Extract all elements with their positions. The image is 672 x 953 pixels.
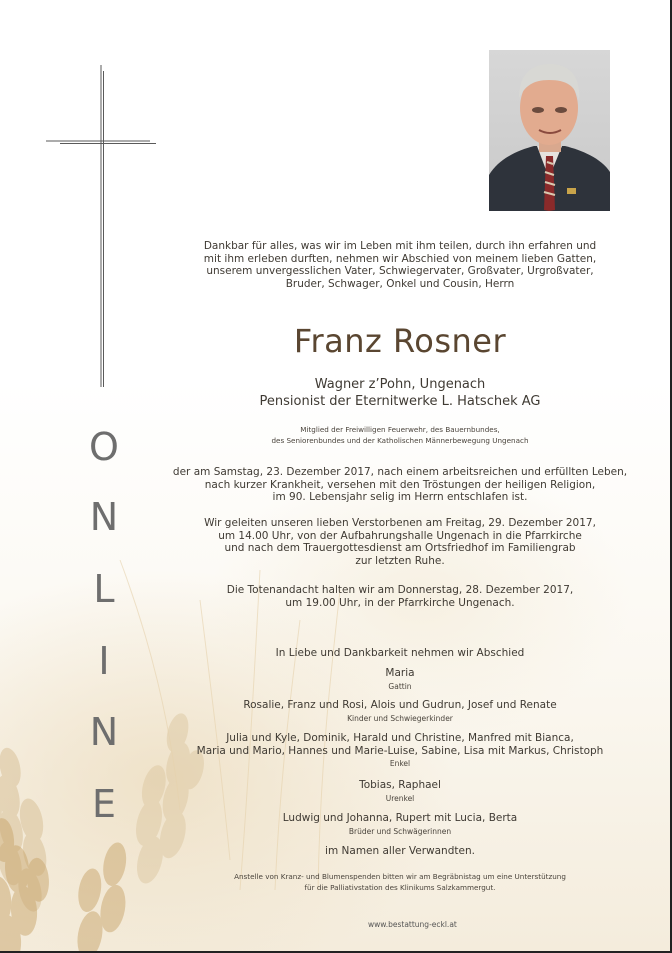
portrait-photo — [489, 50, 610, 211]
mourner-relation: Urenkel — [385, 794, 415, 803]
death-notice: der am Samstag, 23. Dezember 2017, nach einem arbeitsreichen und erfüllten Leben, nach kurzer Krankheit, versehen mit den Tröstungen der heiligen Religion, im 90. Lebensjahr selig im Herrn entschlafen ist. — [172, 466, 628, 504]
mourner-group: Ludwig und Johanna, Rupert mit Lucia, Berta — [282, 812, 518, 824]
memberships: Mitglied der Freiwilligen Feuerwehr, des Bauernbundes, des Seniorenbundes und der Katholischen Männerbewegung Ungenach — [271, 425, 529, 445]
relatives-line: im Namen aller Verwandten. — [325, 845, 475, 857]
mourner-relation: Brüder und Schwägerinnen — [348, 827, 452, 836]
mourner-relation: Enkel — [389, 759, 411, 768]
intro-text: Dankbar für alles, was wir im Leben mit ihm teilen, durch ihn erfahren und mit ihm erleben durften, nehmen wir Abschied von meinem lieben Gatten, unserem unvergesslichen Vater, Schwiegervater, Großvater, Urgroßvater, Bruder, Schwager, Onkel und Cousin, Herrn — [203, 240, 597, 290]
watermark-letter: N — [89, 495, 119, 539]
vigil-details: Die Totenandacht halten wir am Donnerstag, 28. Dezember 2017, um 19.00 Uhr, in der Pfarrkirche Ungenach. — [226, 584, 574, 609]
donation-request: Anstelle von Kranz- und Blumenspenden bitten wir am Begräbnistag um eine Unterstützung für die Palliativstation des Klinikums Salzkammergut. — [234, 872, 566, 892]
cross-icon — [46, 65, 156, 395]
watermark-letter: E — [91, 782, 116, 826]
funeral-details: Wir geleiten unseren lieben Verstorbenen am Freitag, 29. Dezember 2017, um 14.00 Uhr, von der Aufbahrungshalle Ungenach in die Pfarrkirche und nach dem Trauergottesdienst am Ortsfriedhof im Familiengrab zur letzten Ruhe. — [204, 517, 596, 567]
website-link[interactable]: www.bestattung-eckl.at — [368, 920, 457, 929]
mourner-group: Tobias, Raphael — [359, 779, 441, 791]
mourner-group: Rosalie, Franz und Rosi, Alois und Gudrun, Josef und Renate — [243, 699, 557, 711]
mourner-relation: Kinder und Schwiegerkinder — [347, 714, 453, 723]
deceased-name: Franz Rosner — [293, 322, 507, 360]
watermark-letter: L — [93, 567, 115, 611]
watermark-letter: N — [89, 710, 119, 754]
farewell-line: In Liebe und Dankbarkeit nehmen wir Abschied — [275, 647, 525, 659]
mourner-group: Maria — [385, 667, 415, 679]
mourner-group: Julia und Kyle, Dominik, Harald und Christine, Manfred mit Bianca, Maria und Mario, Hannes und Marie-Luise, Sabine, Lisa mit Markus, Christoph — [196, 732, 604, 757]
watermark-letter: O — [89, 425, 119, 469]
watermark-letter: I — [98, 639, 110, 683]
subtitle: Wagner z’Pohn, Ungenach Pensionist der Eternitwerke L. Hatschek AG — [259, 377, 541, 409]
mourner-relation: Gattin — [388, 682, 412, 691]
